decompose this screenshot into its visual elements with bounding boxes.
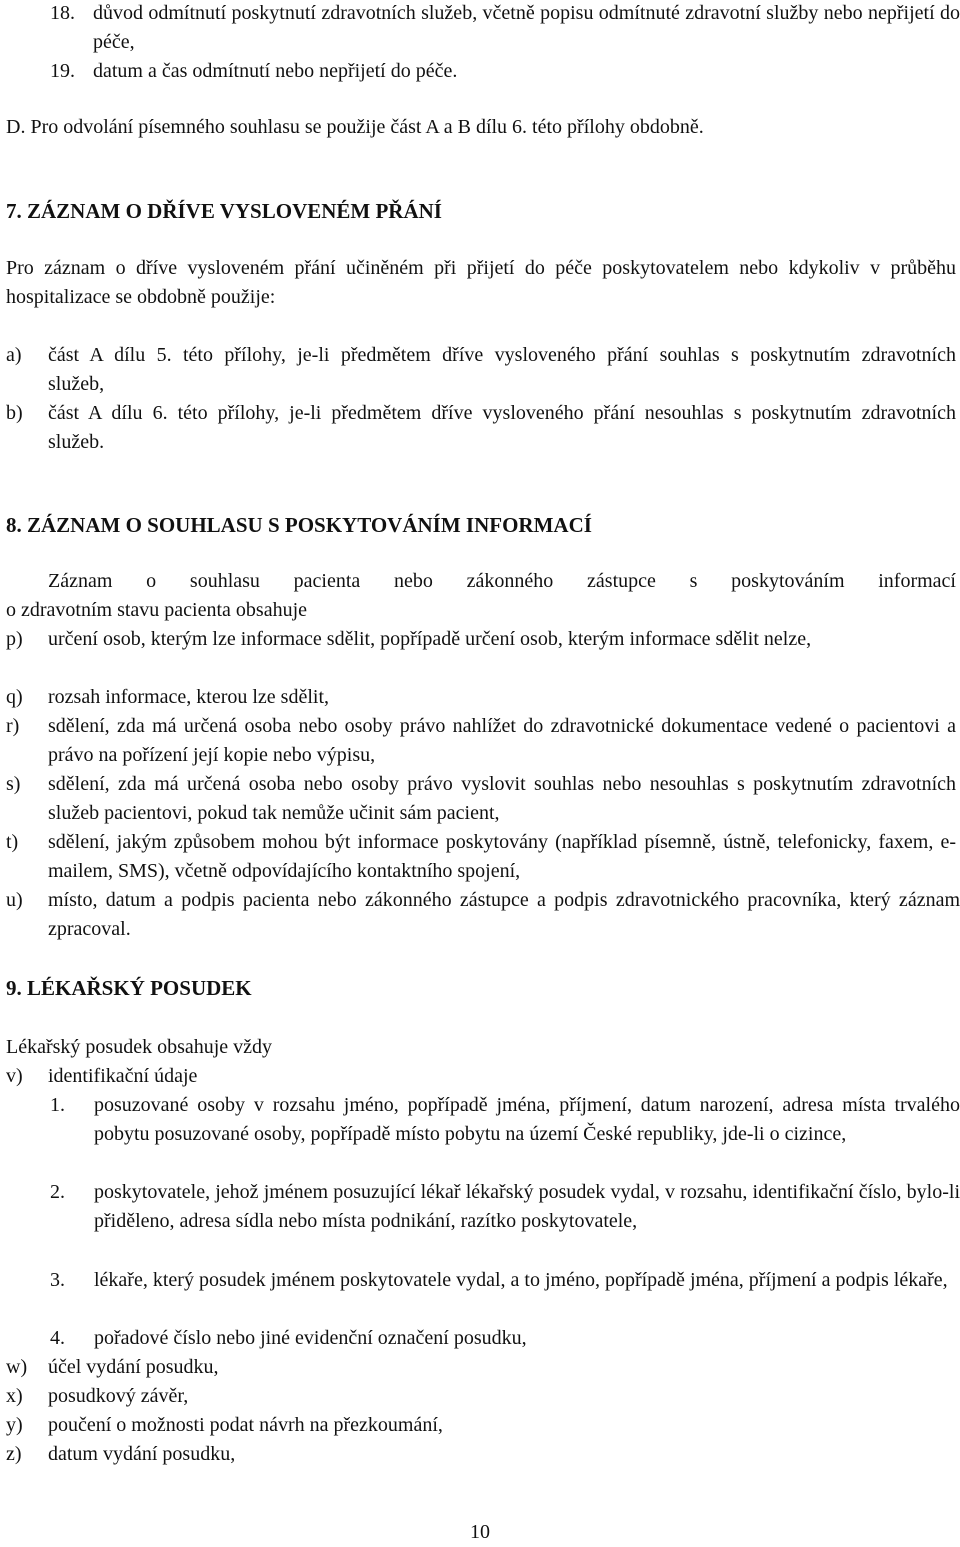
list-item-x	[6, 1382, 956, 1411]
list-text: rozsah informace, kterou lze sdělit,	[48, 686, 329, 708]
note-d: D. Pro odvolání písemného souhlasu se použije část A a B dílu 6. této přílohy obdobně.	[6, 116, 704, 138]
list-marker: 4.	[50, 1327, 65, 1349]
list-marker: 18.	[50, 2, 75, 24]
subitem-3	[50, 1266, 960, 1295]
subitem-1	[50, 1091, 960, 1149]
list-marker: a)	[6, 344, 22, 366]
section-9-heading: 9. LÉKAŘSKÝ POSUDEK	[6, 976, 252, 1000]
list-marker: t)	[6, 831, 19, 853]
list-text: sdělení, zda má určená osoba nebo osoby právo vyslovit souhlas nebo nesouhlas s poskytnutím zdravotních služeb pacientovi, pokud tak nemůže učinit sám pacient,	[48, 773, 956, 824]
list-text: část A dílu 5. této přílohy, je-li předmětem dříve vysloveného přání souhlas s poskytnutím zdravotních služeb,	[48, 344, 956, 395]
section-9-intro: Lékařský posudek obsahuje vždy	[6, 1036, 273, 1058]
list-item-a	[6, 341, 956, 399]
list-marker: v)	[6, 1065, 23, 1087]
list-marker: 3.	[50, 1269, 65, 1291]
list-text: důvod odmítnutí poskytnutí zdravotních služeb, včetně popisu odmítnuté zdravotní služby nebo nepřijetí do péče,	[93, 2, 960, 53]
section-8-intro-line2: o zdravotním stavu pacienta obsahuje	[6, 599, 308, 621]
list-item-t	[6, 828, 956, 886]
list-marker: y)	[6, 1414, 23, 1436]
list-text: lékaře, který posudek jménem poskytovatele vydal, a to jméno, popřípadě jména, příjmení a podpis lékaře,	[94, 1269, 948, 1291]
list-item-y	[6, 1411, 956, 1440]
list-item-u	[6, 886, 960, 944]
list-item-18	[50, 0, 960, 57]
list-marker: x)	[6, 1385, 23, 1407]
section-7-intro: Pro záznam o dříve vysloveném přání učiněném při přijetí do péče poskytovatelem nebo kdykoliv v průběhu hospitalizace se obdobně použije:	[6, 257, 956, 308]
list-text: sdělení, zda má určená osoba nebo osoby právo nahlížet do zdravotnické dokumentace vedené o pacientovi a právo na pořízení její kopie nebo výpisu,	[48, 715, 956, 766]
list-marker: b)	[6, 402, 23, 424]
list-text: poučení o možnosti podat návrh na přezkoumání,	[48, 1414, 443, 1436]
list-text: účel vydání posudku,	[48, 1356, 219, 1378]
list-item-s	[6, 770, 956, 828]
list-item-v	[6, 1062, 956, 1091]
list-marker: 1.	[50, 1094, 65, 1116]
list-text: poskytovatele, jehož jménem posuzující lékař lékařský posudek vydal, v rozsahu, identifikační číslo, bylo-li přiděleno, adresa sídla nebo místa podnikání, razítko poskytovatele,	[94, 1181, 960, 1232]
list-marker: p)	[6, 628, 23, 650]
subitem-4	[50, 1324, 960, 1353]
list-marker: 2.	[50, 1181, 65, 1203]
list-text: identifikační údaje	[48, 1065, 198, 1087]
list-text: určení osob, kterým lze informace sdělit, popřípadě určení osob, kterým informace sdělit nelze,	[48, 628, 812, 650]
list-marker: s)	[6, 773, 21, 795]
section-7-heading: 7. ZÁZNAM O DŘÍVE VYSLOVENÉM PŘÁNÍ	[6, 199, 442, 223]
section-8-heading: 8. ZÁZNAM O SOUHLASU S POSKYTOVÁNÍM INFORMACÍ	[6, 513, 592, 537]
list-marker: q)	[6, 686, 23, 708]
list-marker: w)	[6, 1356, 28, 1378]
list-text: část A dílu 6. této přílohy, je-li předmětem dříve vysloveného přání nesouhlas s poskytnutím zdravotních služeb.	[48, 402, 956, 453]
list-marker: z)	[6, 1443, 22, 1465]
section-8-intro-line1: Záznam o souhlasu pacienta nebo zákonného zástupce s poskytováním informací	[48, 570, 956, 592]
list-item-19	[50, 57, 960, 86]
list-item-p	[6, 625, 960, 654]
list-text: posudkový závěr,	[48, 1385, 189, 1407]
subitem-2	[50, 1178, 960, 1236]
list-text: posuzované osoby v rozsahu jméno, popřípadě jména, příjmení, datum narození, adresa místa trvalého pobytu posuzované osoby, popřípadě místo pobytu na území České republiky, jde-li o cizince,	[94, 1094, 960, 1145]
list-text: datum vydání posudku,	[48, 1443, 236, 1465]
list-item-b	[6, 399, 956, 457]
list-marker: u)	[6, 889, 23, 911]
list-item-r	[6, 712, 956, 770]
list-marker: r)	[6, 715, 20, 737]
list-item-w	[6, 1353, 956, 1382]
page-number: 10	[470, 1521, 490, 1543]
list-text: místo, datum a podpis pacienta nebo zákonného zástupce a podpis zdravotnického pracovníka, který záznam zpracoval.	[48, 889, 960, 940]
list-text: sdělení, jakým způsobem mohou být informace poskytovány (například písemně, ústně, telefonicky, faxem, e-mailem, SMS), včetně odpovídajícího kontaktního spojení,	[48, 831, 956, 882]
list-item-q	[6, 683, 956, 712]
list-text: pořadové číslo nebo jiné evidenční označení posudku,	[94, 1327, 527, 1349]
list-item-z	[6, 1440, 956, 1469]
list-marker: 19.	[50, 60, 75, 82]
list-text: datum a čas odmítnutí nebo nepřijetí do péče.	[93, 60, 458, 82]
